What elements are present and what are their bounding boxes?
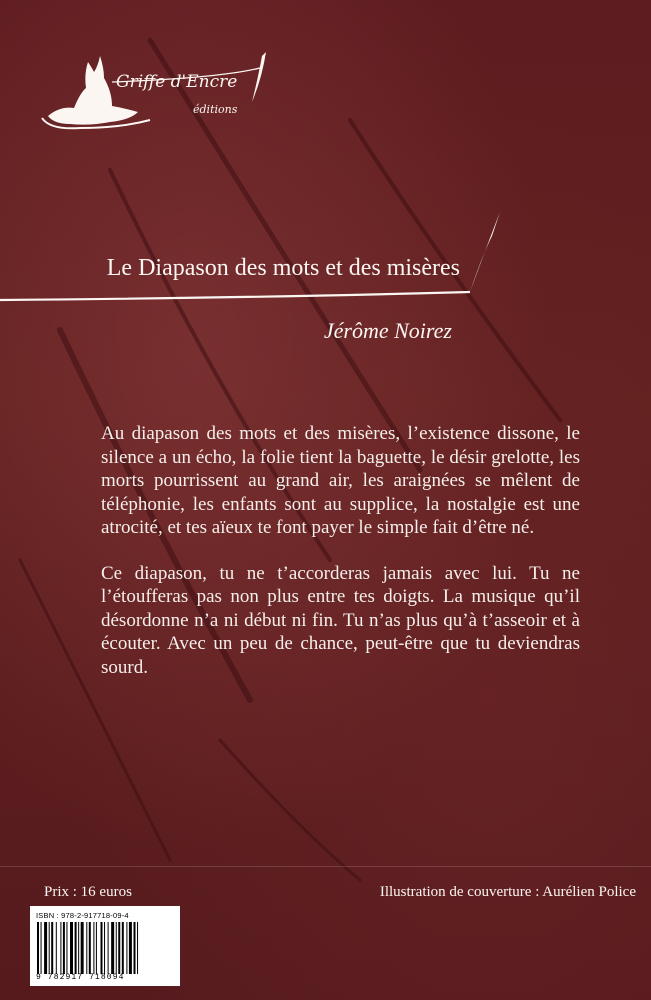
barcode-digits: 9 782917 718094 <box>36 973 125 982</box>
barcode-icon <box>36 922 174 974</box>
price-label: Prix : 16 euros <box>44 884 132 900</box>
barcode-label <box>30 906 180 986</box>
footer-divider <box>0 866 651 867</box>
blurb-paragraph-1: Au diapason des mots et des misères, l’existence dissone, le silence a un écho, la folie tient la baguette, le désir grelotte, les morts pourrissent au grand air, les araignées se mêlent de téléphonie, les enfants sont au supplice, la nostalgie est une atrocité, et tes aïeux te font payer le simple fait d’être né. <box>101 423 580 538</box>
book-blurb <box>101 422 580 701</box>
isbn-text: ISBN : 978-2-917718-09-4 <box>36 911 129 920</box>
publisher-name: Griffe d'Encre <box>116 72 238 92</box>
publisher-subtitle: éditions <box>193 103 238 116</box>
quill-underline-icon <box>0 208 651 318</box>
illustration-credit: Illustration de couverture : Aurélien Police <box>379 884 636 900</box>
blurb-paragraph-2: Ce diapason, tu ne t’accorderas jamais avec lui. Tu ne l’étoufferas pas non plus entre tes doigts. La musique qu’il désordonne n’a ni début ni fin. Tu n’as plus qu’à t’asseoir et à écouter. Avec un peu de chance, peut-être que tu deviendras sourd. <box>101 562 580 678</box>
book-title: Le Diapason des mots et des misères <box>106 255 460 281</box>
book-author: Jérôme Noirez <box>323 318 452 343</box>
